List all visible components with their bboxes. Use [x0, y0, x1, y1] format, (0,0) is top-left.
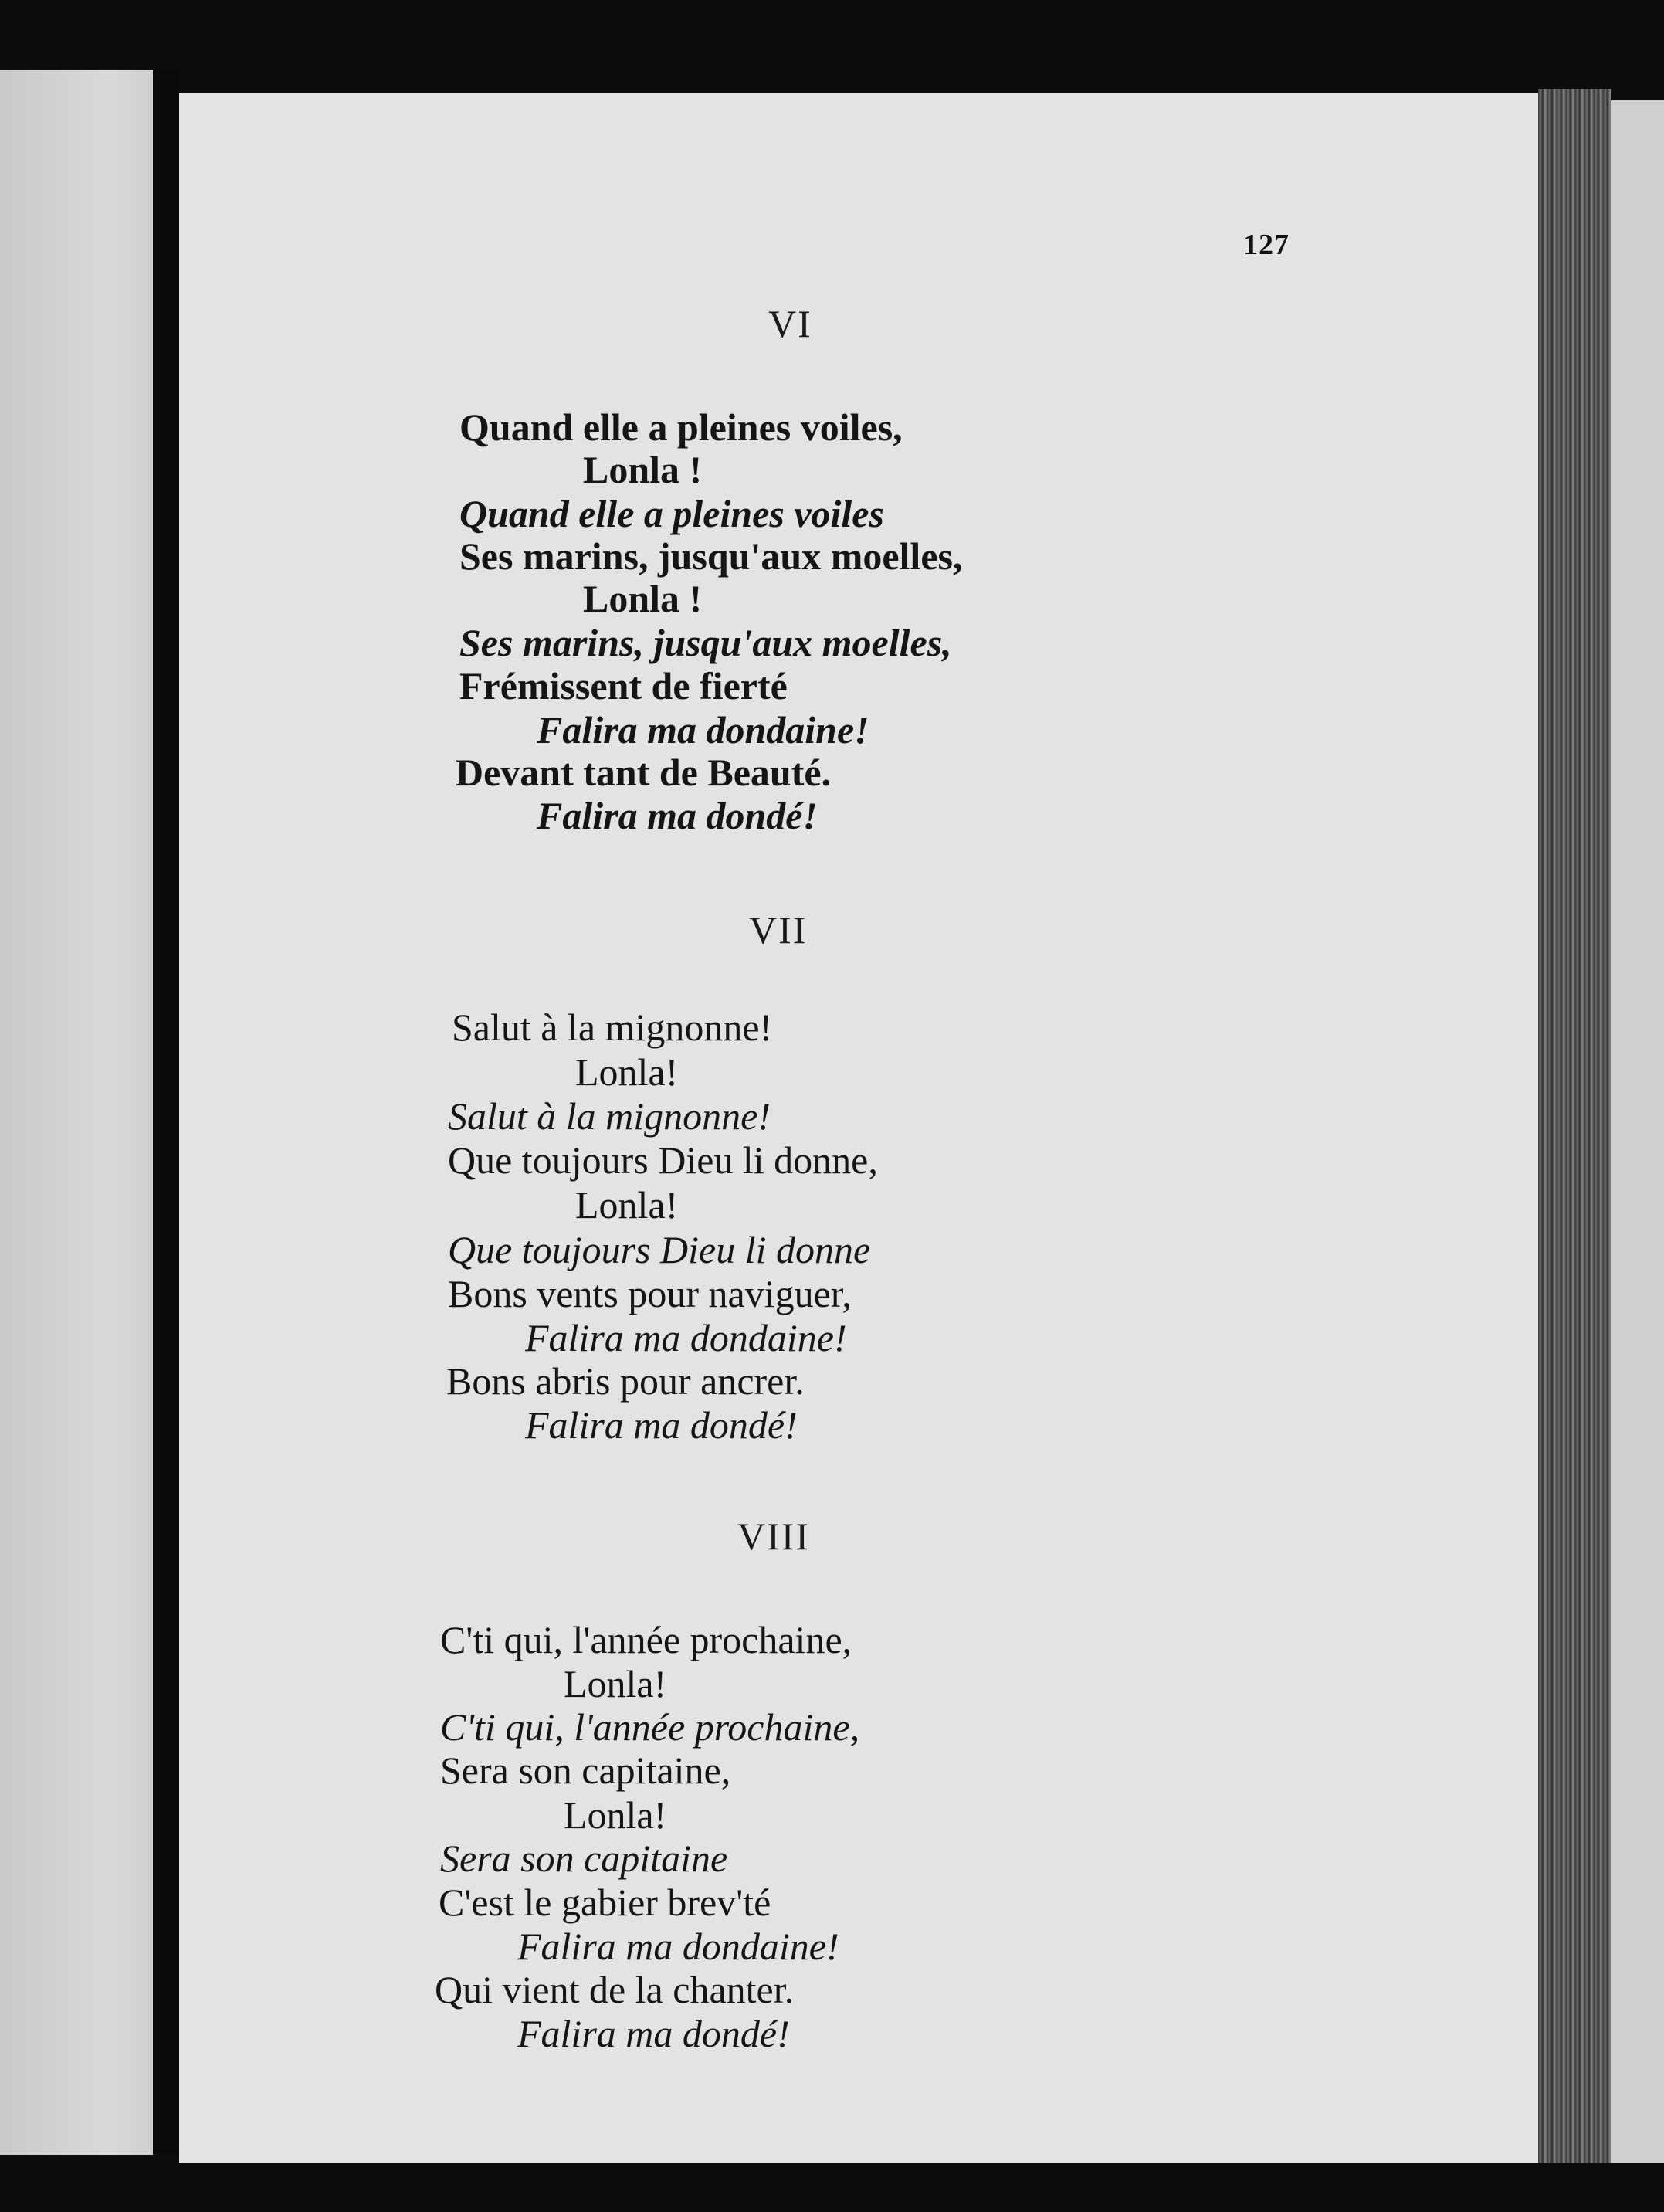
verse-line: Falira ma dondé! — [537, 794, 818, 837]
verse-line: Lonla ! — [583, 577, 703, 620]
book-gutter — [153, 70, 179, 2155]
verse-line: Lonla! — [575, 1050, 679, 1094]
verse-line: Bons abris pour ancrer. — [446, 1359, 805, 1403]
verse-line: Lonla! — [564, 1793, 667, 1837]
stanza-title: VIII — [737, 1515, 811, 1558]
verse-line: Falira ma dondé! — [517, 2012, 790, 2055]
verse-line: Salut à la mignonne! — [448, 1094, 771, 1138]
verse-line: Devant tant de Beauté. — [456, 751, 832, 794]
verse-line: C'ti qui, l'année prochaine, — [440, 1618, 852, 1661]
verse-line: Falira ma dondé! — [525, 1403, 798, 1447]
verse-line: Lonla! — [575, 1183, 679, 1226]
verse-line: Quand elle a pleines voiles — [459, 492, 884, 535]
stanza-title: VI — [768, 302, 812, 345]
scan-bottom-border — [0, 2163, 1664, 2212]
verse-line: Falira ma dondaine! — [537, 708, 869, 751]
verse-line: Qui vient de la chanter. — [435, 1968, 795, 2011]
verse-line: C'est le gabier brev'té — [439, 1881, 771, 1924]
page-number: 127 — [1243, 229, 1290, 261]
verse-line: C'ti qui, l'année prochaine, — [440, 1705, 860, 1749]
outer-margin-strip — [1611, 100, 1664, 2178]
verse-line: Que toujours Dieu li donne, — [448, 1138, 878, 1182]
verse-line: Sera son capitaine — [440, 1837, 728, 1880]
book-page — [179, 93, 1538, 2163]
verse-line: Salut à la mignonne! — [452, 1006, 773, 1049]
verse-line: Bons vents pour naviguer, — [448, 1272, 852, 1315]
verse-line: Que toujours Dieu li donne — [448, 1228, 871, 1271]
verse-line: Lonla! — [564, 1662, 667, 1705]
left-page-fragment — [0, 70, 154, 2155]
verse-line: Ses marins, jusqu'aux moelles, — [459, 621, 952, 664]
verse-line: Quand elle a pleines voiles, — [459, 405, 903, 449]
verse-line: Falira ma dondaine! — [525, 1316, 847, 1359]
verse-line: Lonla ! — [583, 448, 703, 491]
verse-line: Sera son capitaine, — [440, 1749, 731, 1792]
verse-line: Frémissent de fierté — [459, 664, 788, 707]
verse-line: Falira ma dondaine! — [517, 1925, 839, 1968]
verse-line: Ses marins, jusqu'aux moelles, — [459, 534, 963, 578]
page-edges — [1538, 89, 1611, 2174]
stanza-title: VII — [749, 908, 808, 952]
